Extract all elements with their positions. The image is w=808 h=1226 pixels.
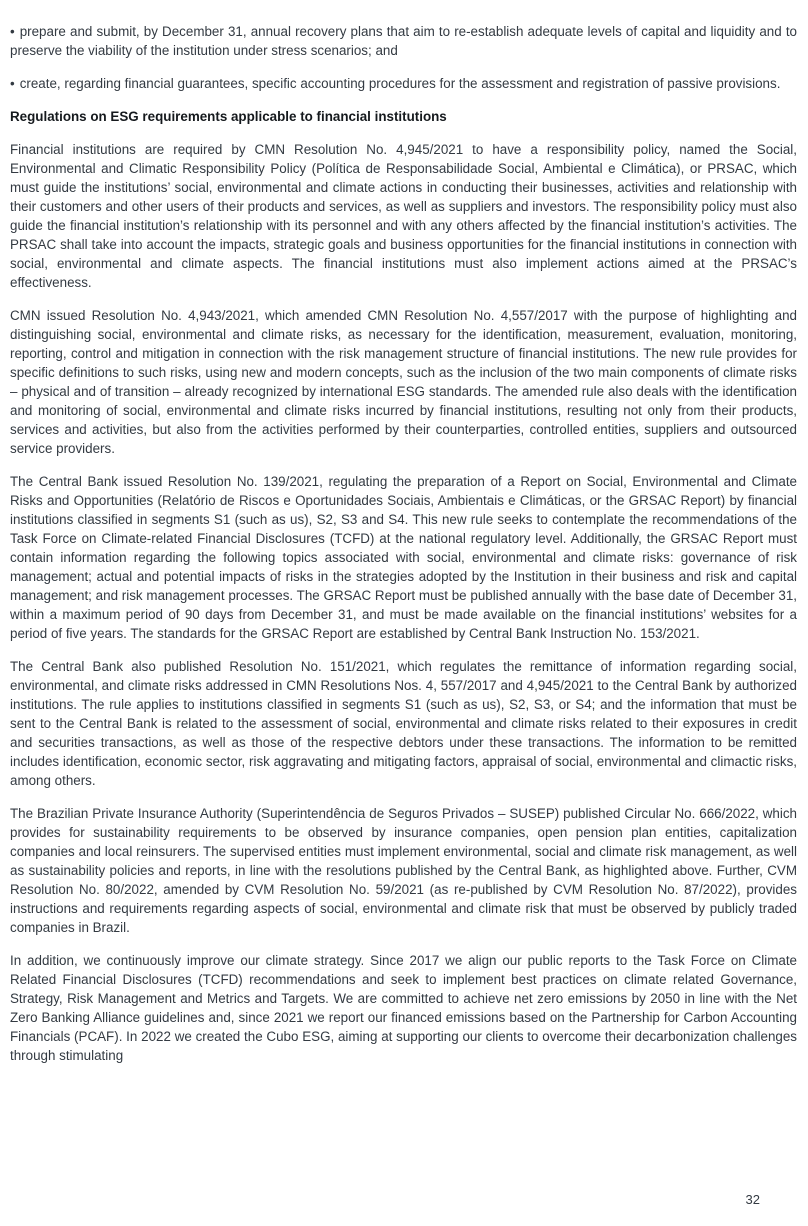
bullet-item-text: create, regarding financial guarantees, specific accounting procedures for the assessment and registration of passive provisions. [19, 76, 781, 91]
bullet-item-financial-guarantees [10, 74, 797, 93]
paragraph-climate-strategy: In addition, we continuously improve our climate strategy. Since 2017 we align our public reports to the Task Force on Climate Related Financial Disclosures (TCFD) recommendations and seek to implement best practices on climate related Governance, Strategy, Risk Management and Metrics and Targets. We are committed to achieve net zero emissions by 2050 in line with the Net Zero Banking Alliance guidelines and, since 2021 we report our financed emissions based on the Partnership for Carbon Accounting Financials (PCAF). In 2022 we created the Cubo ESG, aiming at supporting our clients to overcome their decarbonization challenges through stimulating [10, 953, 797, 1063]
paragraph-resolution-151: The Central Bank also published Resolution No. 151/2021, which regulates the remittance of information regarding social, environmental, and climate risks addressed in CMN Resolutions Nos. 4, 557/2017 and 4,945/2021 to the Central Bank by authorized institutions. The rule applies to institutions classified in segments S1 (such as us), S2, S3, or S4; and the information that must be sent to the Central Bank is related to the assessment of social, environmental and climate risks related to their exposures in credit and securities transactions, as well as those of the respective debtors under these transactions. The information to be remitted includes identification, economic sector, risk aggravating and mitigating factors, appraisal of social, environmental and climactic risks, among others. [10, 659, 797, 788]
paragraph-susep-cvm: The Brazilian Private Insurance Authority (Superintendência de Seguros Privados – SUSEP) published Circular No. 666/2022, which provides for sustainability requirements to be observed by insurance companies, open pension plan entities, capitalization companies and local reinsurers. The supervised entities must implement environmental, social and climate risk management, as well as sustainability policies and reports, in line with the resolutions published by the Central Bank, as highlighted above. Further, CVM Resolution No. 80/2022, amended by CVM Resolution No. 59/2021 (as re-published by CVM Resolution No. 87/2022), provides instructions and requirements regarding aspects of social, environmental and climate risk that must be observed by publicly traded companies in Brazil. [10, 806, 797, 935]
bullet-item-text: prepare and submit, by December 31, annual recovery plans that aim to re-establish adequate levels of capital and liquidity and to preserve the viability of the institution under stress scenarios; and [10, 24, 797, 58]
section-heading: Regulations on ESG requirements applicable to financial institutions [10, 109, 447, 124]
bullet-icon: • [10, 24, 15, 39]
page-number: 32 [745, 1192, 760, 1207]
bullet-icon: • [10, 76, 15, 91]
paragraph-cmn-resolution: CMN issued Resolution No. 4,943/2021, which amended CMN Resolution No. 4,557/2017 with the purpose of highlighting and distinguishing social, environmental and climate risks, as necessary for the identification, measurement, evaluation, monitoring, reporting, control and mitigation in connection with the risk management structure of financial institutions. The new rule provides for specific definitions to such risks, using new and modern concepts, such as the inclusion of the two main components of climate risks – physical and of transition – already recognized by international ESG standards. The amended rule also deals with the identification and monitoring of social, environmental and climate risks incurred by financial institutions, resulting not only from their products, services and activities, but also from the activities performed by their counterparties, controlled entities, suppliers and outsourced service providers. [10, 308, 797, 456]
bullet-item-recovery-plans [10, 22, 797, 60]
paragraph-prsac: Financial institutions are required by CMN Resolution No. 4,945/2021 to have a responsibility policy, named the Social, Environmental and Climatic Responsibility Policy (Política de Responsabilidade Social, Ambiental e Climática), or PRSAC, which must guide the institutions’ social, environmental and climate actions in conducting their businesses, activities and relationship with their customers and other users of their products and services, as well as suppliers and investors. The responsibility policy must also guide the financial institution’s relationship with its personnel and with any others affected by the financial institution’s activities. The PRSAC shall take into account the impacts, strategic goals and business opportunities for the financial institutions in connection with social, environmental and climate aspects. The financial institutions must also implement actions aimed at the PRSAC’s effectiveness. [10, 142, 797, 290]
paragraph-grsac-report: The Central Bank issued Resolution No. 139/2021, regulating the preparation of a Report on Social, Environmental and Climate Risks and Opportunities (Relatório de Riscos e Oportunidades Sociais, Ambientais e Climáticas, or the GRSAC Report) by financial institutions classified in segments S1 (such as us), S2, S3 and S4. This new rule seeks to contemplate the recommendations of the Task Force on Climate-related Financial Disclosures (TCFD) at the national regulatory level. Additionally, the GRSAC Report must contain information regarding the following topics associated with social, environmental and climate risks: governance of risk management; actual and potential impacts of risks in the strategies adopted by the Institution in their business and risk and capital management; and risk management processes. The GRSAC Report must be published annually with the base date of December 31, within a maximum period of 90 days from December 31, and must be made available on the financial institutions’ websites for a period of five years. The standards for the GRSAC Report are established by Central Bank Instruction No. 153/2021. [10, 474, 797, 641]
